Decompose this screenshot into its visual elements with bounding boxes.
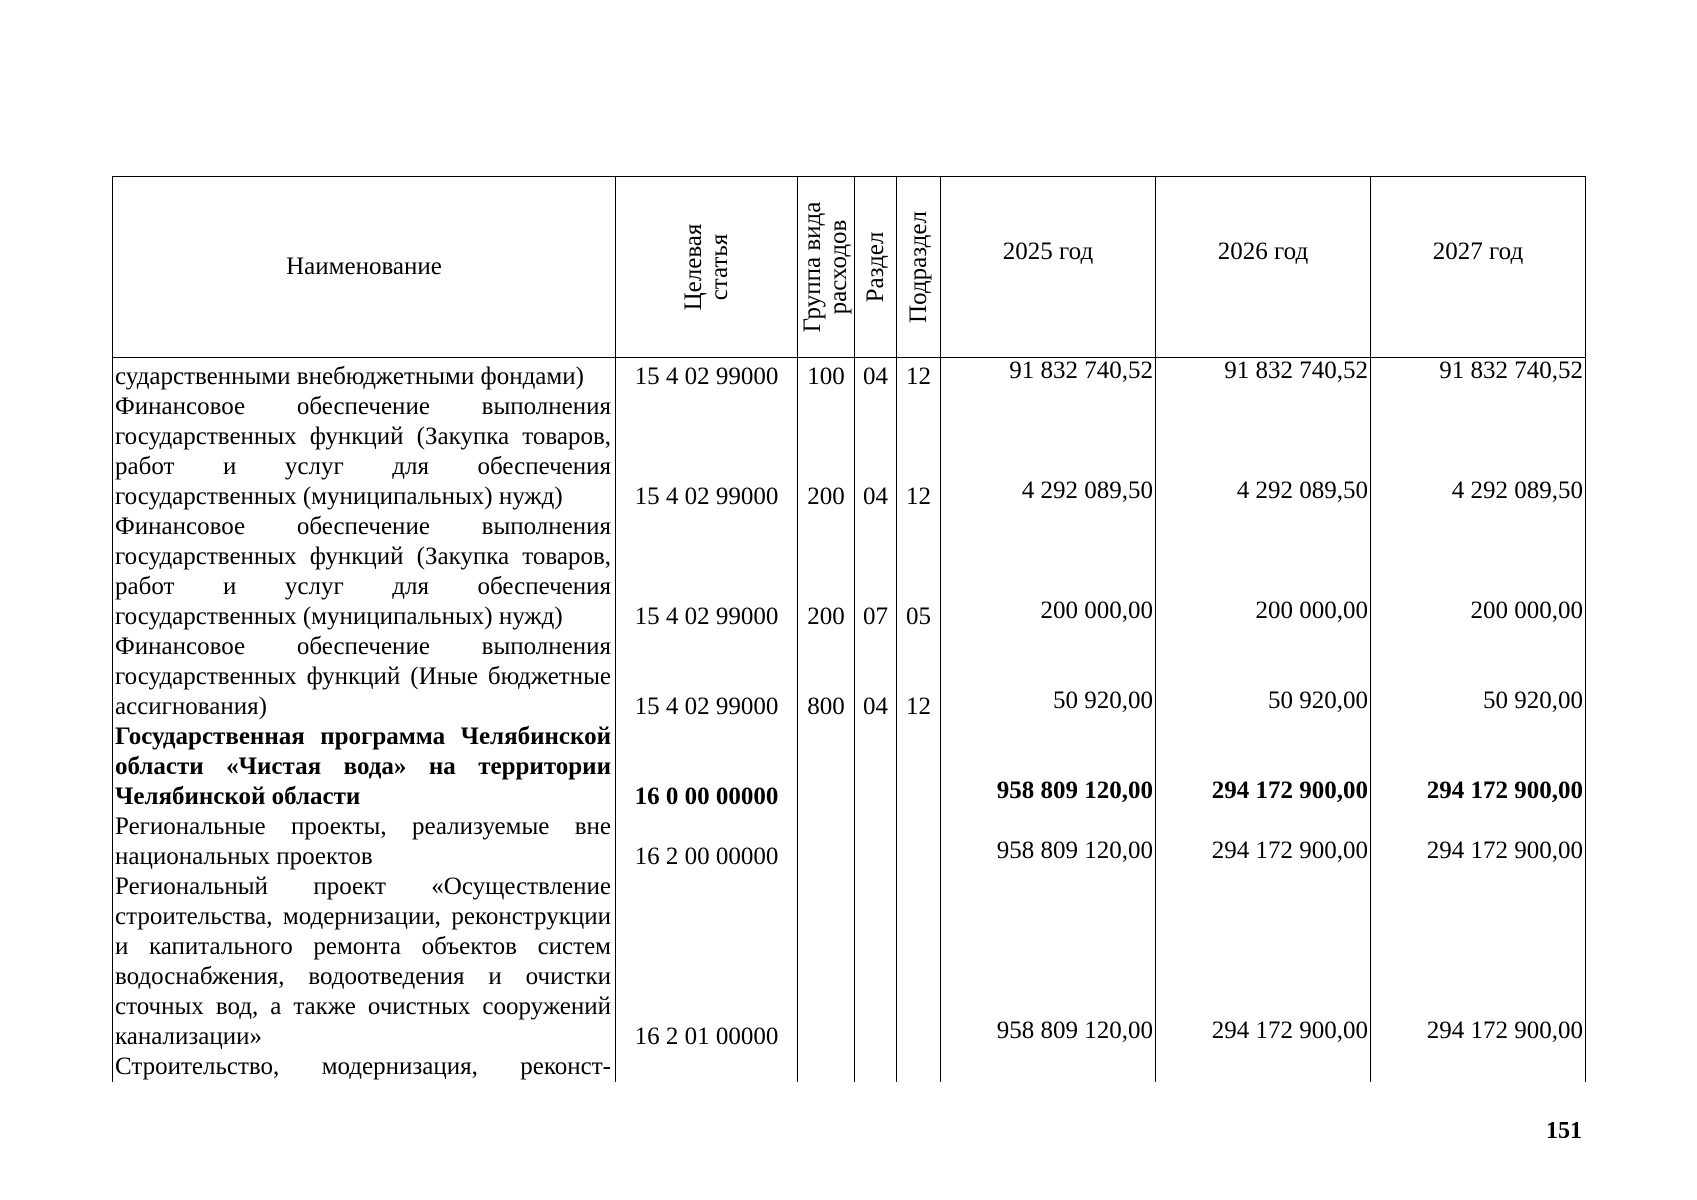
row-name: Строительство, модернизация, реконст- bbox=[113, 1052, 616, 1082]
row-amount-2026: 294 172 900,00 bbox=[1156, 872, 1371, 1052]
row-section bbox=[855, 722, 897, 812]
row-target-article: 15 4 02 99000 bbox=[616, 358, 798, 393]
row-target-article: 15 4 02 99000 bbox=[616, 512, 798, 632]
row-section: 04 bbox=[855, 392, 897, 512]
header-subsection: Подраздел bbox=[897, 177, 941, 358]
row-name: Государственная программа Челябинской области «Чистая вода» на территории Челябинской области bbox=[113, 722, 616, 812]
table-row bbox=[113, 392, 1586, 512]
table-row bbox=[113, 1052, 1586, 1082]
row-amount-2025: 91 832 740,52 bbox=[941, 358, 1156, 393]
row-amount-2025: 958 809 120,00 bbox=[941, 722, 1156, 812]
row-subsection: 12 bbox=[897, 392, 941, 512]
table-header bbox=[113, 177, 1586, 358]
row-target-article: 16 0 00 00000 bbox=[616, 722, 798, 812]
budget-table bbox=[112, 176, 1586, 1082]
row-amount-2027: 294 172 900,00 bbox=[1371, 722, 1586, 812]
row-amount-2026: 200 000,00 bbox=[1156, 512, 1371, 632]
header-name: Наименование bbox=[113, 177, 616, 358]
row-subsection bbox=[897, 812, 941, 872]
header-year-2027: 2027 год bbox=[1371, 177, 1586, 358]
row-subsection: 05 bbox=[897, 512, 941, 632]
page-number: 151 bbox=[1546, 1118, 1582, 1144]
row-name: сударственными внебюджетными фондами) bbox=[113, 358, 616, 393]
row-expense-group: 100 bbox=[798, 358, 855, 393]
row-amount-2026: 294 172 900,00 bbox=[1156, 812, 1371, 872]
table-row bbox=[113, 358, 1586, 393]
row-subsection: 12 bbox=[897, 632, 941, 722]
row-amount-2026: 91 832 740,52 bbox=[1156, 358, 1371, 393]
row-amount-2027: 200 000,00 bbox=[1371, 512, 1586, 632]
header-year-2025: 2025 год bbox=[941, 177, 1156, 358]
row-amount-2027: 91 832 740,52 bbox=[1371, 358, 1586, 393]
row-amount-2025: 958 809 120,00 bbox=[941, 812, 1156, 872]
row-amount-2025: 200 000,00 bbox=[941, 512, 1156, 632]
header-target-article: Целевая статья bbox=[616, 177, 798, 358]
table-row bbox=[113, 512, 1586, 632]
row-section bbox=[855, 872, 897, 1052]
row-name: Финансовое обеспечение выполнения государственных функций (Закупка товаров, работ и услуг для обеспечения государственных (муниципальных) нужд) bbox=[113, 512, 616, 632]
table-row bbox=[113, 632, 1586, 722]
row-target-article bbox=[616, 1052, 798, 1082]
row-amount-2027: 294 172 900,00 bbox=[1371, 872, 1586, 1052]
row-subsection: 12 bbox=[897, 358, 941, 393]
row-name: Региональный проект «Осуществление строительства, модернизации, реконструкции и капитального ремонта объектов систем водоснабжения, водоотведения и очистки сточных вод, а также очистных сооружений канализации» bbox=[113, 872, 616, 1052]
row-amount-2027: 50 920,00 bbox=[1371, 632, 1586, 722]
header-year-2026: 2026 год bbox=[1156, 177, 1371, 358]
row-target-article: 15 4 02 99000 bbox=[616, 392, 798, 512]
table-row bbox=[113, 872, 1586, 1052]
row-expense-group bbox=[798, 722, 855, 812]
row-target-article: 15 4 02 99000 bbox=[616, 632, 798, 722]
row-section bbox=[855, 1052, 897, 1082]
header-section: Раздел bbox=[855, 177, 897, 358]
row-amount-2026: 294 172 900,00 bbox=[1156, 722, 1371, 812]
row-subsection bbox=[897, 1052, 941, 1082]
row-target-article: 16 2 01 00000 bbox=[616, 872, 798, 1052]
row-amount-2027: 294 172 900,00 bbox=[1371, 812, 1586, 872]
row-amount-2025: 4 292 089,50 bbox=[941, 392, 1156, 512]
row-amount-2025: 958 809 120,00 bbox=[941, 872, 1156, 1052]
row-name: Региональные проекты, реализуемые вне национальных проектов bbox=[113, 812, 616, 872]
row-amount-2025: 50 920,00 bbox=[941, 632, 1156, 722]
row-section: 07 bbox=[855, 512, 897, 632]
row-subsection bbox=[897, 872, 941, 1052]
row-expense-group bbox=[798, 812, 855, 872]
table-row bbox=[113, 722, 1586, 812]
table-body bbox=[113, 358, 1586, 1083]
table-row bbox=[113, 812, 1586, 872]
row-expense-group: 200 bbox=[798, 392, 855, 512]
row-section bbox=[855, 812, 897, 872]
header-expense-group: Группа вида расходов bbox=[798, 177, 855, 358]
row-section: 04 bbox=[855, 632, 897, 722]
row-amount-2026: 4 292 089,50 bbox=[1156, 392, 1371, 512]
row-name: Финансовое обеспечение выполнения государственных функций (Закупка товаров, работ и услуг для обеспечения государственных (муниципальных) нужд) bbox=[113, 392, 616, 512]
row-expense-group bbox=[798, 872, 855, 1052]
row-amount-2027 bbox=[1371, 1052, 1586, 1082]
row-expense-group bbox=[798, 1052, 855, 1082]
row-expense-group: 800 bbox=[798, 632, 855, 722]
row-amount-2026: 50 920,00 bbox=[1156, 632, 1371, 722]
row-amount-2027: 4 292 089,50 bbox=[1371, 392, 1586, 512]
row-subsection bbox=[897, 722, 941, 812]
row-target-article: 16 2 00 00000 bbox=[616, 812, 798, 872]
row-expense-group: 200 bbox=[798, 512, 855, 632]
row-section: 04 bbox=[855, 358, 897, 393]
row-amount-2026 bbox=[1156, 1052, 1371, 1082]
row-amount-2025 bbox=[941, 1052, 1156, 1082]
row-name: Финансовое обеспечение выполнения государственных функций (Иные бюджетные ассигнования) bbox=[113, 632, 616, 722]
